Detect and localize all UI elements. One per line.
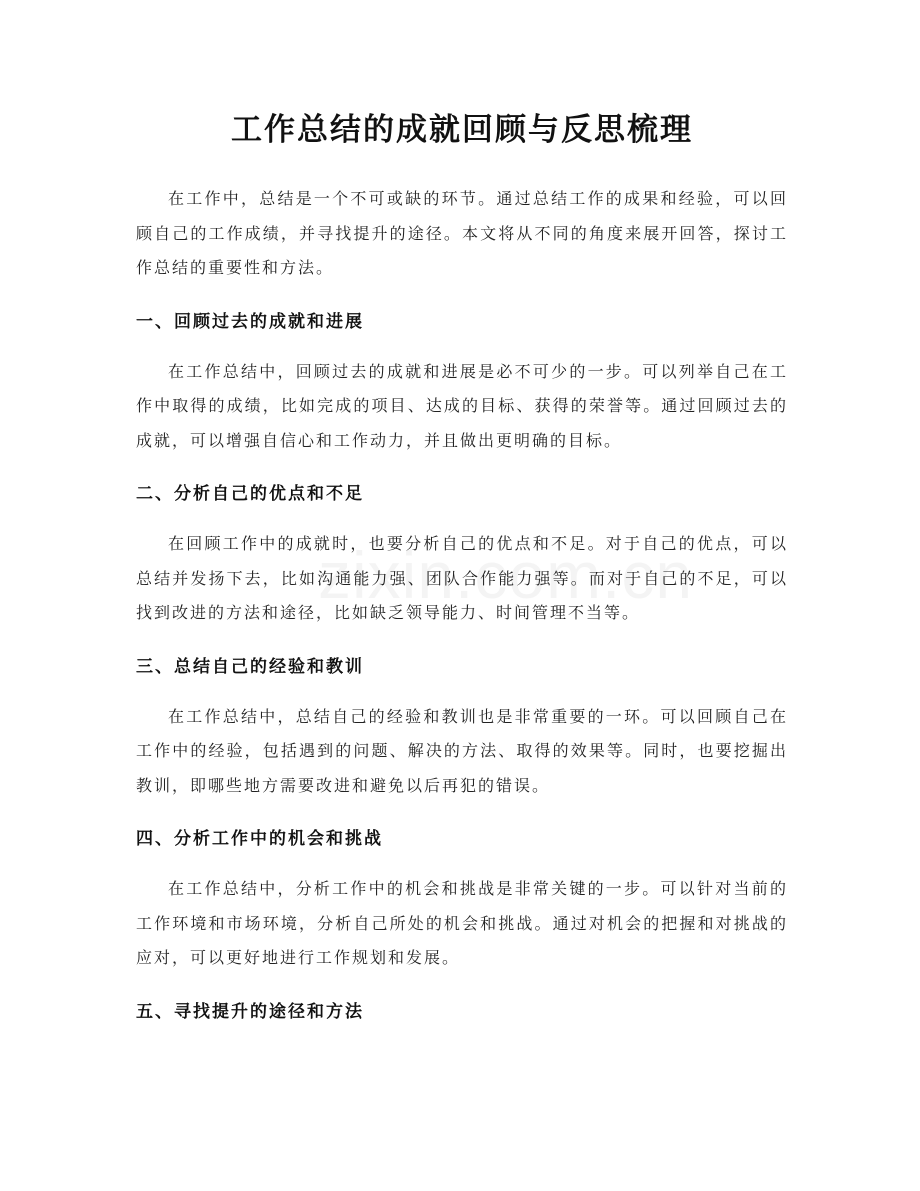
- section-heading-3: 三、总结自己的经验和教训: [136, 656, 364, 677]
- section-body-2: 在回顾工作中的成就时，也要分析自己的优点和不足。对于自己的优点，可以总结并发扬下去，比如沟通能力强、团队合作能力强等。而对于自己的不足，可以找到改进的方法和途径，比如缺乏领导能力、时间管理不当等。: [136, 534, 788, 622]
- section-body-3: 在工作总结中，总结自己的经验和教训也是非常重要的一环。可以回顾自己在工作中的经验，包括遇到的问题、解决的方法、取得的效果等。同时，也要挖掘出教训，即哪些地方需要改进和避免以后再犯的错误。: [136, 706, 788, 795]
- section-body-1: 在工作总结中，回顾过去的成就和进展是必不可少的一步。可以列举自己在工作中取得的成绩，比如完成的项目、达成的目标、获得的荣誉等。通过回顾过去的成就，可以增强自信心和工作动力，并且做出更明确的目标。: [136, 361, 788, 450]
- document-page: [136, 110, 788, 1045]
- intro-paragraph: 在工作中，总结是一个不可或缺的环节。通过总结工作的成果和经验，可以回顾自己的工作成绩，并寻找提升的途径。本文将从不同的角度来展开回答，探讨工作总结的重要性和方法。: [136, 189, 788, 277]
- section-heading-2: 二、分析自己的优点和不足: [136, 484, 364, 504]
- section-heading-5: 五、寻找提升的途径和方法: [136, 1001, 364, 1022]
- section-heading-4: 四、分析工作中的机会和挑战: [136, 829, 383, 849]
- document-title: 工作总结的成就回顾与反思梳理: [231, 112, 693, 148]
- section-body-4: 在工作总结中，分析工作中的机会和挑战是非常关键的一步。可以针对当前的工作环境和市场环境，分析自己所处的机会和挑战。通过对机会的把握和对挑战的应对，可以更好地进行工作规划和发展。: [136, 879, 788, 967]
- section-heading-1: 一、回顾过去的成就和进展: [136, 311, 364, 332]
